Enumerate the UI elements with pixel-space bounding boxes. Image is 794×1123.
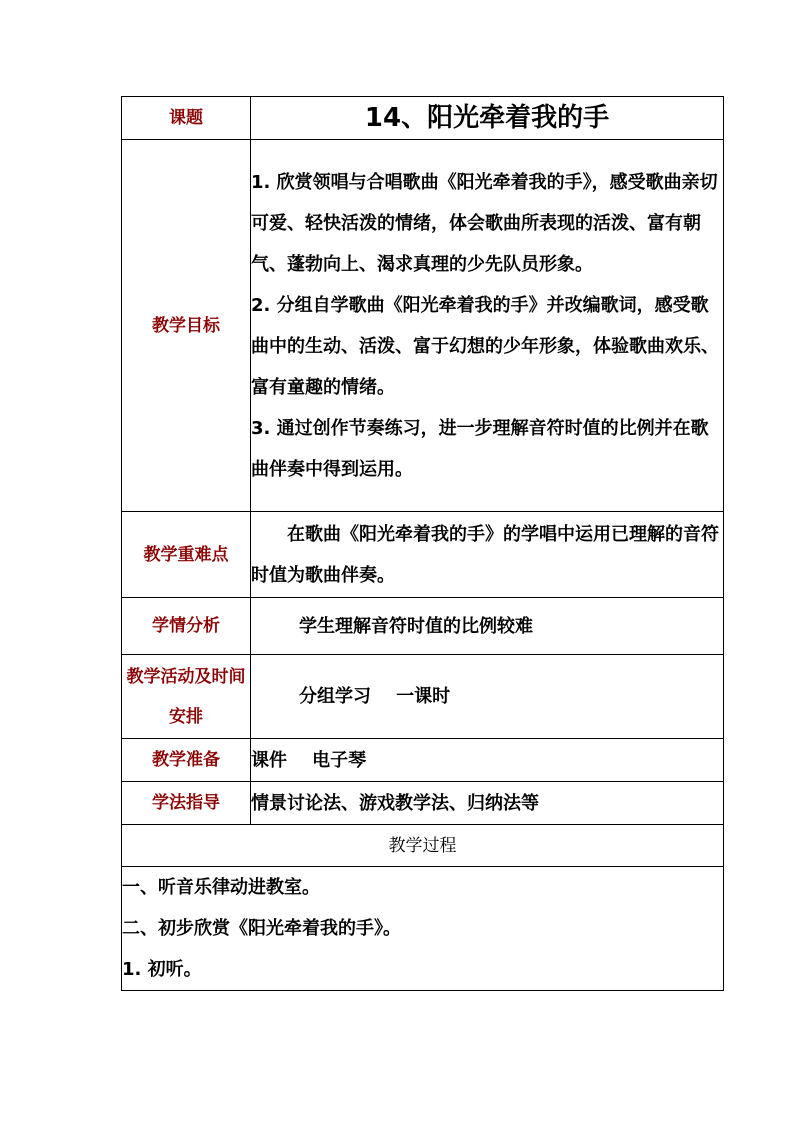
process-line: 1. 初听。 (122, 959, 202, 980)
topic-label: 课题 (122, 97, 251, 140)
process-heading-row (122, 825, 724, 867)
method-value: 情景讨论法、游戏教学法、归纳法等 (251, 792, 539, 814)
activities-label-text: 教学活动及时间安排 (126, 666, 246, 727)
objective-item: 1. 欣赏领唱与合唱歌曲《阳光牵着我的手》，感受歌曲亲切可爱、轻快活泼的情绪，体会歌曲所表现的活泼、富有朝气、蓬勃向上、渴求真理的少先队员形象。 (251, 171, 718, 275)
key-points-cell (251, 512, 724, 598)
objectives-cell (251, 140, 724, 512)
activities-value: 分组学习 一课时 (299, 686, 451, 707)
activities-label (122, 655, 251, 739)
process-heading: 教学过程 (122, 825, 724, 867)
lesson-title: 14、阳光牵着我的手 (364, 103, 610, 133)
learning-analysis-value: 学生理解音符时值的比例较难 (299, 615, 533, 637)
activities-cell (251, 655, 724, 739)
objectives-row (122, 140, 724, 512)
process-row (122, 867, 724, 991)
objective-item: 3. 通过创作节奏练习，进一步理解音符时值的比例并在歌曲伴奏中得到运用。 (251, 417, 709, 480)
learning-analysis-label: 学情分析 (122, 598, 251, 655)
activities-row (122, 655, 724, 739)
topic-row (122, 97, 724, 140)
learning-analysis-row (122, 598, 724, 655)
preparation-label: 教学准备 (122, 739, 251, 782)
process-cell (122, 867, 724, 991)
topic-value-cell (251, 97, 724, 140)
lesson-plan-table (121, 96, 724, 991)
key-points-label: 教学重难点 (122, 512, 251, 598)
method-label: 学法指导 (122, 782, 251, 825)
key-points-row (122, 512, 724, 598)
objective-item: 2. 分组自学歌曲《阳光牵着我的手》并改编歌词，感受歌曲中的生动、活泼、富于幻想的少年形象，体验歌曲欢乐、富有童趣的情绪。 (251, 294, 719, 398)
key-points-value: 在歌曲《阳光牵着我的手》的学唱中运用已理解的音符时值为歌曲伴奏。 (251, 523, 719, 586)
method-cell (251, 782, 724, 825)
objectives-label: 教学目标 (122, 140, 251, 512)
process-line: 二、初步欣赏《阳光牵着我的手》。 (122, 918, 401, 939)
method-row (122, 782, 724, 825)
preparation-row (122, 739, 724, 782)
process-line: 一、听音乐律动进教室。 (122, 877, 320, 898)
preparation-cell (251, 739, 724, 782)
learning-analysis-cell (251, 598, 724, 655)
preparation-value: 课件 电子琴 (251, 749, 367, 771)
